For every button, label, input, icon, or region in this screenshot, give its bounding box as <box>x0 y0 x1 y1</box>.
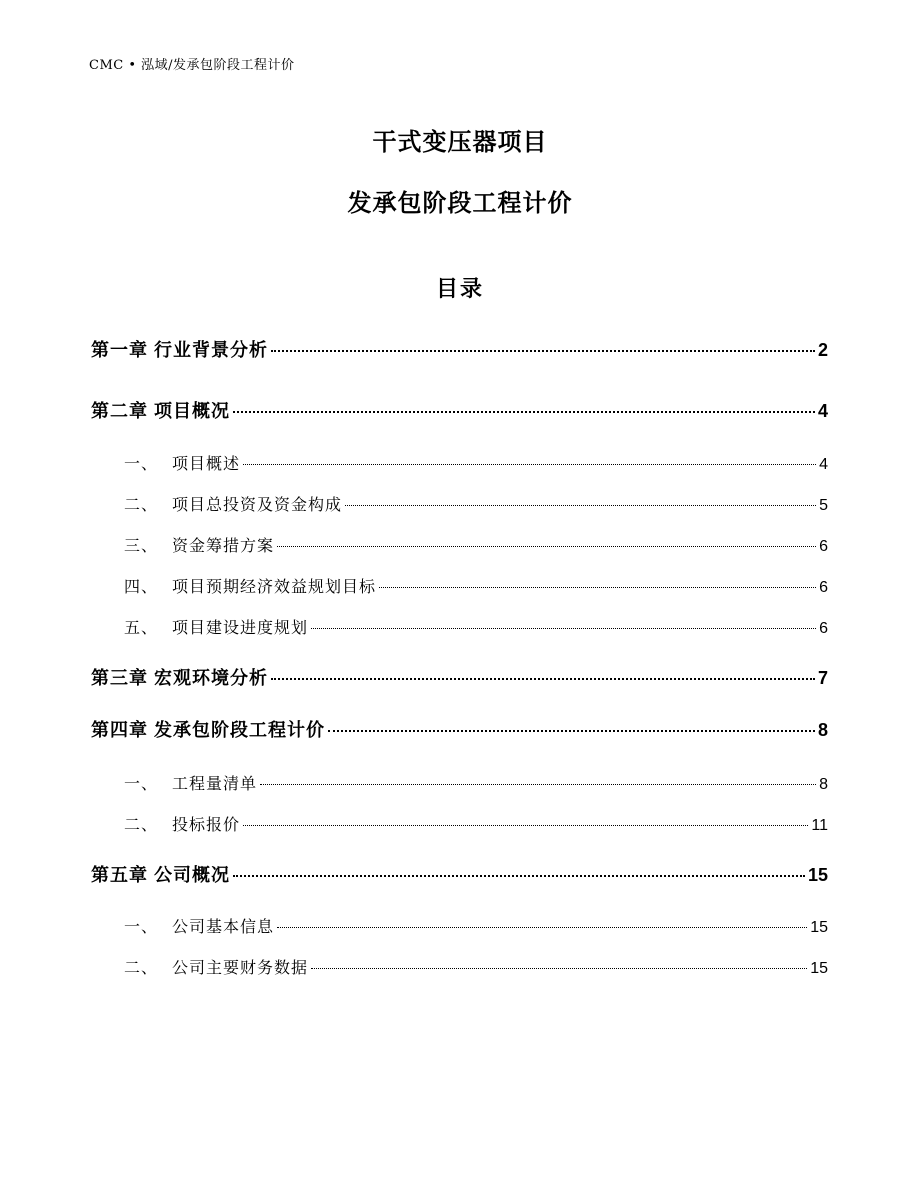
toc-entry-label: 第二章 项目概况 <box>91 401 230 422</box>
toc-entry-label: 一、 工程量清单 <box>124 774 258 793</box>
toc-page-number: 15 <box>807 865 828 885</box>
toc-page-number: 4 <box>819 456 828 473</box>
dot-leader <box>379 587 816 588</box>
dot-leader <box>243 464 816 465</box>
toc-chapter-3[interactable] <box>91 664 828 690</box>
toc-chapter-5[interactable] <box>91 861 828 887</box>
toc-section-2-2[interactable] <box>124 492 828 515</box>
toc-page-number: 8 <box>819 776 828 793</box>
toc-chapter-1[interactable] <box>91 336 828 362</box>
toc-section-2-4[interactable] <box>124 574 828 597</box>
toc-page-number: 2 <box>817 340 828 360</box>
toc-entry-label: 第五章 公司概况 <box>91 865 230 886</box>
toc-entry-label: 二、 项目总投资及资金构成 <box>124 495 343 514</box>
dot-leader <box>233 411 815 413</box>
toc-page-number: 8 <box>817 720 828 740</box>
dot-leader <box>311 968 807 969</box>
toc-entry-label: 五、 项目建设进度规划 <box>124 618 309 637</box>
toc-page-number: 5 <box>819 497 828 514</box>
dot-leader <box>277 927 807 928</box>
toc-entry-label: 一、 公司基本信息 <box>124 917 275 936</box>
toc-page-number: 4 <box>817 401 828 421</box>
toc-page-number: 15 <box>810 919 828 936</box>
document-subtitle: 发承包阶段工程计价 <box>347 189 573 217</box>
toc-section-2-1[interactable] <box>124 451 828 474</box>
dot-leader <box>271 678 815 680</box>
toc-section-5-1[interactable] <box>124 914 828 937</box>
dot-leader <box>277 546 816 547</box>
dot-leader <box>345 505 816 506</box>
toc-entry-label: 第三章 宏观环境分析 <box>91 668 268 689</box>
toc-section-4-2[interactable] <box>124 812 828 835</box>
toc-page-number: 6 <box>819 620 828 637</box>
toc-section-4-1[interactable] <box>124 771 828 794</box>
dot-leader <box>271 350 815 352</box>
dot-leader <box>328 730 815 732</box>
toc-entry-label: 二、 投标报价 <box>124 815 241 834</box>
toc-entry-label: 三、 资金筹措方案 <box>124 536 275 555</box>
dot-leader <box>243 825 808 826</box>
toc-page-number: 6 <box>819 538 828 555</box>
dot-leader <box>311 628 816 629</box>
toc-page-number: 6 <box>819 579 828 596</box>
toc-chapter-4[interactable] <box>91 716 828 742</box>
toc-entry-label: 第四章 发承包阶段工程计价 <box>91 720 325 741</box>
running-header: CMC • 泓域/发承包阶段工程计价 <box>89 58 295 73</box>
toc-page-number: 15 <box>810 960 828 977</box>
toc-section-2-3[interactable] <box>124 533 828 556</box>
toc-entry-label: 四、 项目预期经济效益规划目标 <box>124 577 377 596</box>
toc-page-number: 7 <box>817 668 828 688</box>
toc-section-5-2[interactable] <box>124 955 828 978</box>
toc-page-number: 11 <box>811 817 828 834</box>
dot-leader <box>233 875 805 877</box>
toc-entry-label: 一、 项目概述 <box>124 454 241 473</box>
toc-section-2-5[interactable] <box>124 615 828 638</box>
toc-chapter-2[interactable] <box>91 397 828 423</box>
document-title: 干式变压器项目 <box>372 128 548 156</box>
toc-entry-label: 第一章 行业背景分析 <box>91 340 268 361</box>
toc-entry-label: 二、 公司主要财务数据 <box>124 958 309 977</box>
toc-heading: 目录 <box>435 277 484 302</box>
dot-leader <box>260 784 816 785</box>
